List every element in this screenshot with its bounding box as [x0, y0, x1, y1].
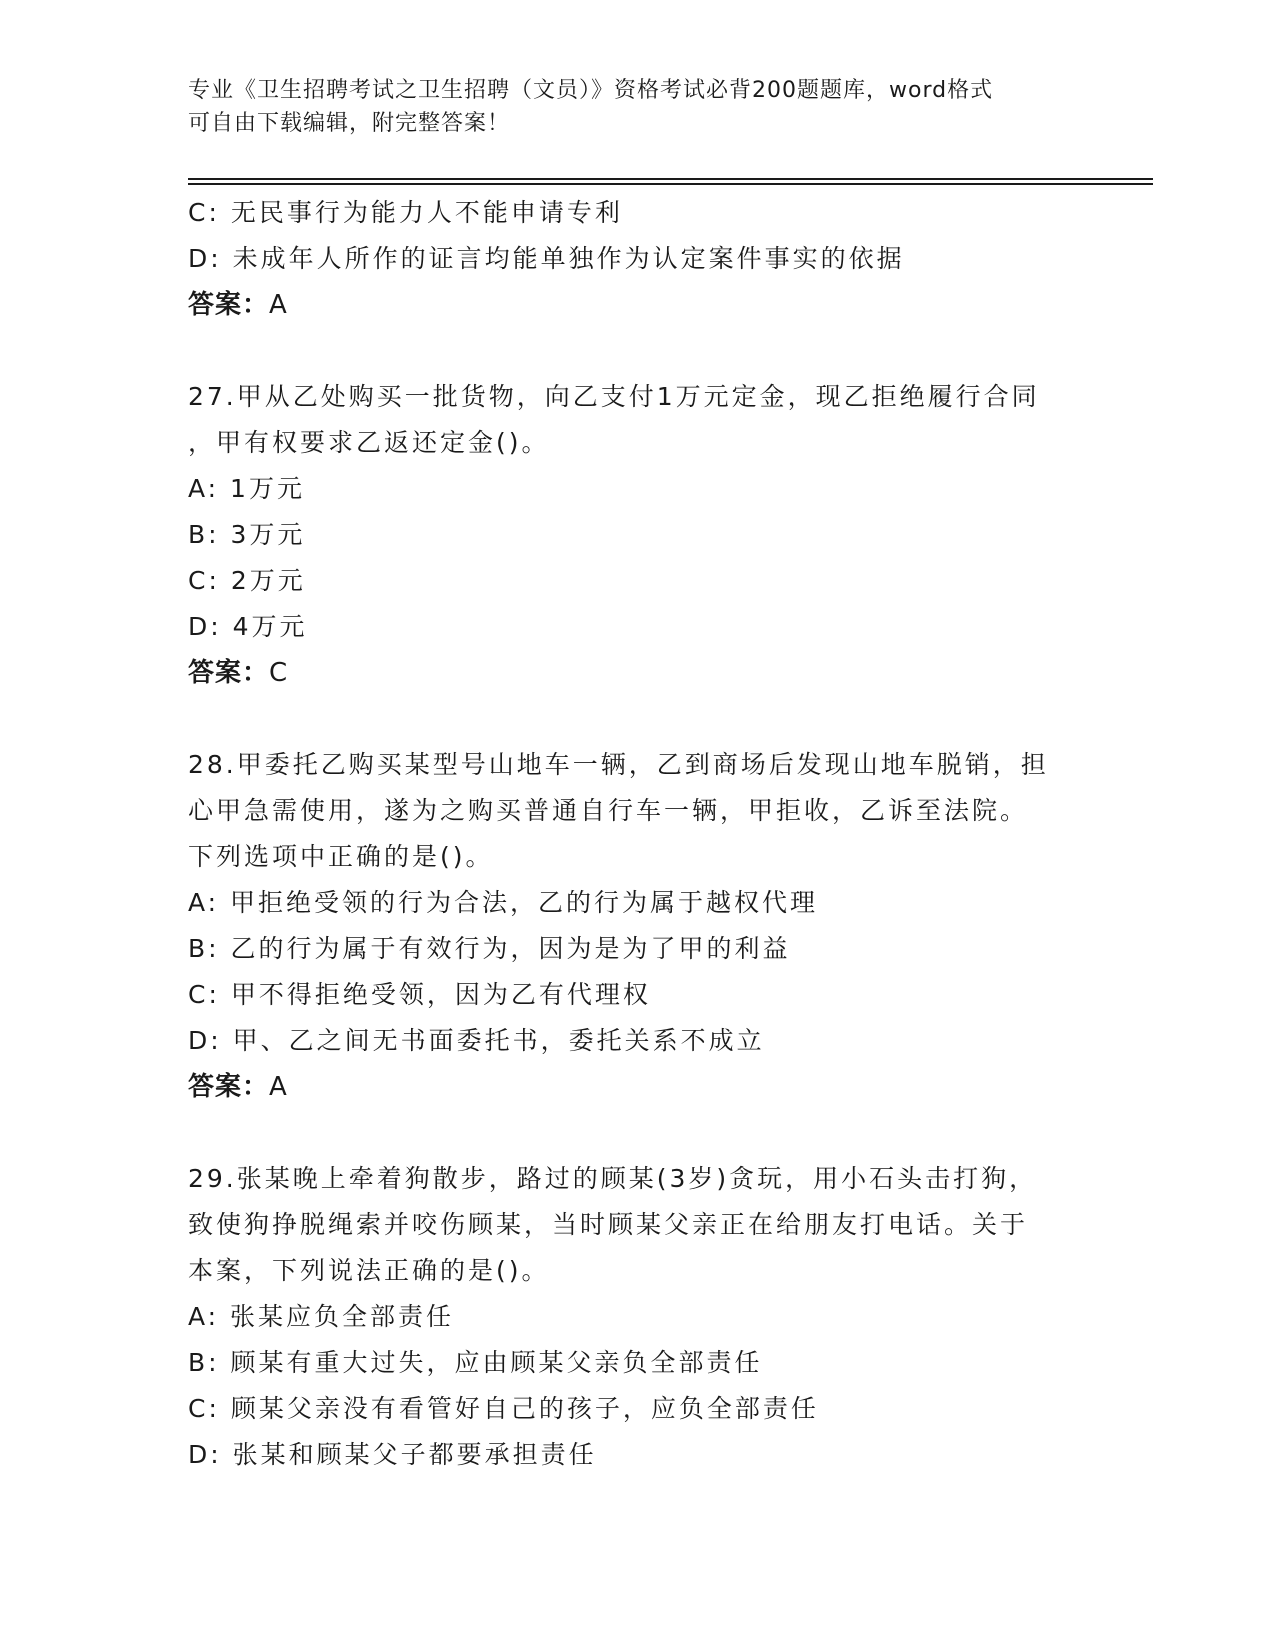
answer-value: C: [269, 658, 289, 688]
header-rule-bottom: [188, 183, 1153, 185]
question-text-line-2: 心甲急需使用，遂为之购买普通自行车一辆，甲拒收，乙诉至法院。: [188, 796, 1029, 825]
question-text-line-2: ，甲有权要求乙返还定金()。: [188, 428, 550, 457]
answer-value: A: [269, 1072, 288, 1102]
question-text-line-1: 29.张某晚上牵着狗散步，路过的顾某(3岁)贪玩，用小石头击打狗，: [188, 1164, 1038, 1193]
option-c: C: 顾某父亲没有看管好自己的孩子，应负全部责任: [188, 1394, 819, 1423]
header-rule-top: [188, 178, 1153, 180]
question-28: [188, 742, 1088, 1110]
header-line-2: 可自由下载编辑，附完整答案！: [188, 111, 511, 136]
question-text-line-2: 致使狗挣脱绳索并咬伤顾某，当时顾某父亲正在给朋友打电话。关于: [188, 1210, 1029, 1239]
question-26-continued: [188, 190, 1088, 328]
option-b: B: 乙的行为属于有效行为，因为是为了甲的利益: [188, 934, 791, 963]
option-c: C: 2万元: [188, 566, 306, 595]
option-d: D: 甲、乙之间无书面委托书，委托关系不成立: [188, 1026, 765, 1055]
answer: [188, 1064, 1088, 1110]
answer-label: 答案：: [188, 290, 270, 320]
option-a: A: 张某应负全部责任: [188, 1302, 455, 1331]
option-b: B: 顾某有重大过失，应由顾某父亲负全部责任: [188, 1348, 763, 1377]
question-27: [188, 374, 1088, 696]
question-list: [188, 190, 1088, 1478]
answer-label: 答案：: [188, 658, 270, 688]
answer-label: 答案：: [188, 1072, 270, 1102]
question-text-line-3: 下列选项中正确的是()。: [188, 842, 494, 871]
option-a: A: 1万元: [188, 474, 305, 503]
answer: [188, 650, 1088, 696]
option-c: C: 甲不得拒绝受领，因为乙有代理权: [188, 980, 651, 1009]
document-header: [188, 74, 1088, 140]
question-text-line-1: 27.甲从乙处购买一批货物，向乙支付1万元定金，现乙拒绝履行合同: [188, 382, 1040, 411]
option-b: B: 3万元: [188, 520, 306, 549]
option-c: C: 无民事行为能力人不能申请专利: [188, 198, 623, 227]
answer: [188, 282, 1088, 328]
question-text-line-3: 本案，下列说法正确的是()。: [188, 1256, 550, 1285]
answer-value: A: [269, 290, 288, 320]
option-a: A: 甲拒绝受领的行为合法，乙的行为属于越权代理: [188, 888, 819, 917]
option-d: D: 未成年人所作的证言均能单独作为认定案件事实的依据: [188, 244, 905, 273]
option-d: D: 4万元: [188, 612, 308, 641]
question-text-line-1: 28.甲委托乙购买某型号山地车一辆，乙到商场后发现山地车脱销，担: [188, 750, 1049, 779]
question-29: [188, 1156, 1088, 1478]
header-line-1: 专业《卫生招聘考试之卫生招聘（文员）》资格考试必背200题题库，word格式: [188, 78, 994, 103]
option-d: D: 张某和顾某父子都要承担责任: [188, 1440, 597, 1469]
